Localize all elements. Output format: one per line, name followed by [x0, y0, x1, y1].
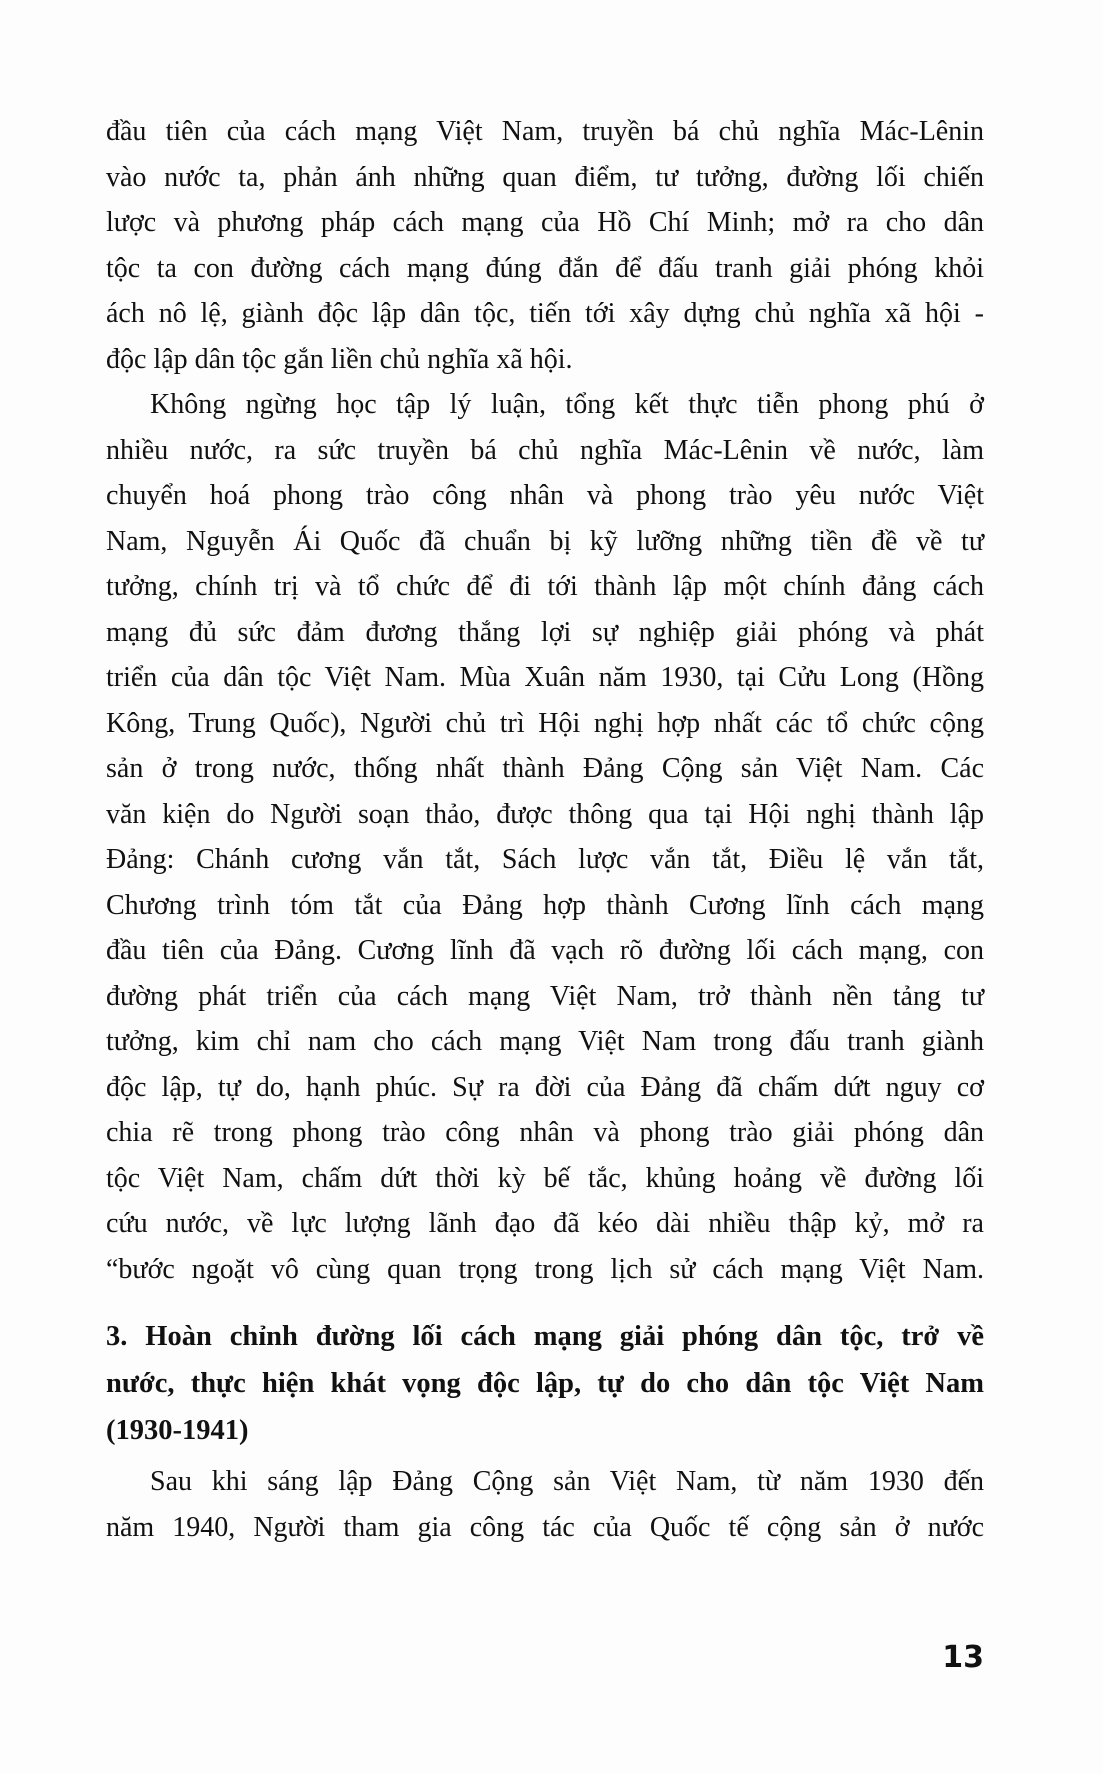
paragraph [106, 382, 984, 1292]
heading-line: (1930-1941) [106, 1415, 249, 1446]
text-line: triển của dân tộc Việt Nam. Mùa Xuân năm 1930, tại Cửu Long (Hồng [106, 662, 984, 693]
text-line: sản ở trong nước, thống nhất thành Đảng Cộng sản Việt Nam. Các [106, 753, 984, 784]
text-line: độc lập dân tộc gắn liền chủ nghĩa xã hội. [106, 343, 573, 375]
text-line: văn kiện do Người soạn thảo, được thông qua tại Hội nghị thành lập [106, 798, 984, 830]
text-line: đầu tiên của cách mạng Việt Nam, truyền bá chủ nghĩa Mác-Lênin [106, 116, 984, 147]
text-line: ách nô lệ, giành độc lập dân tộc, tiến tới xây dựng chủ nghĩa xã hội - [106, 298, 984, 329]
text-line: “bước ngoặt vô cùng quan trọng trong lịch sử cách mạng Việt Nam. [106, 1253, 984, 1285]
text-line: độc lập, tự do, hạnh phúc. Sự ra đời của Đảng đã chấm dứt nguy cơ [106, 1071, 984, 1103]
heading-line: nước, thực hiện khát vọng độc lập, tự do cho dân tộc Việt Nam [106, 1368, 984, 1399]
page-number: 13 [942, 1640, 984, 1675]
text-line: mạng đủ sức đảm đương thắng lợi sự nghiệp giải phóng và phát [106, 616, 984, 648]
paragraph [106, 1459, 984, 1550]
text-column [106, 109, 984, 1550]
text-line: chuyển hoá phong trào công nhân và phong trào yêu nước Việt [106, 480, 984, 511]
text-line: lược và phương pháp cách mạng của Hồ Chí Minh; mở ra cho dân [106, 207, 984, 238]
text-line: Không ngừng học tập lý luận, tổng kết thực tiễn phong phú ở [150, 389, 984, 420]
text-line: đầu tiên của Đảng. Cương lĩnh đã vạch rõ đường lối cách mạng, con [106, 935, 984, 966]
text-line: nhiều nước, ra sức truyền bá chủ nghĩa Mác-Lênin về nước, làm [106, 434, 984, 466]
text-line: tưởng, chính trị và tổ chức để đi tới thành lập một chính đảng cách [106, 571, 984, 602]
text-line: Kông, Trung Quốc), Người chủ trì Hội nghị hợp nhất các tổ chức cộng [106, 707, 984, 739]
text-line: Sau khi sáng lập Đảng Cộng sản Việt Nam, từ năm 1930 đến [150, 1466, 984, 1497]
section-heading [106, 1313, 984, 1454]
text-line: năm 1940, Người tham gia công tác của Quốc tế cộng sản ở nước [106, 1511, 984, 1543]
text-line: tưởng, kim chỉ nam cho cách mạng Việt Nam trong đấu tranh giành [106, 1026, 984, 1057]
paragraph [106, 109, 984, 382]
text-line: đường phát triển của cách mạng Việt Nam, trở thành nền tảng tư [106, 980, 984, 1012]
text-line: vào nước ta, phản ánh những quan điểm, tư tưởng, đường lối chiến [106, 161, 984, 193]
text-line: Chương trình tóm tắt của Đảng hợp thành Cương lĩnh cách mạng [106, 889, 984, 921]
text-line: tộc Việt Nam, chấm dứt thời kỳ bế tắc, khủng hoảng về đường lối [106, 1162, 984, 1194]
text-line: chia rẽ trong phong trào công nhân và phong trào giải phóng dân [106, 1117, 984, 1148]
text-line: Đảng: Chánh cương vắn tắt, Sách lược vắn tắt, Điều lệ vắn tắt, [106, 844, 984, 875]
text-line: tộc ta con đường cách mạng đúng đắn để đấu tranh giải phóng khỏi [106, 252, 984, 284]
heading-line: 3. Hoàn chỉnh đường lối cách mạng giải phóng dân tộc, trở về [106, 1321, 984, 1352]
text-line: cứu nước, về lực lượng lãnh đạo đã kéo dài nhiều thập kỷ, mở ra [106, 1208, 984, 1239]
text-line: Nam, Nguyễn Ái Quốc đã chuẩn bị kỹ lưỡng những tiền đề về tư [106, 525, 984, 557]
